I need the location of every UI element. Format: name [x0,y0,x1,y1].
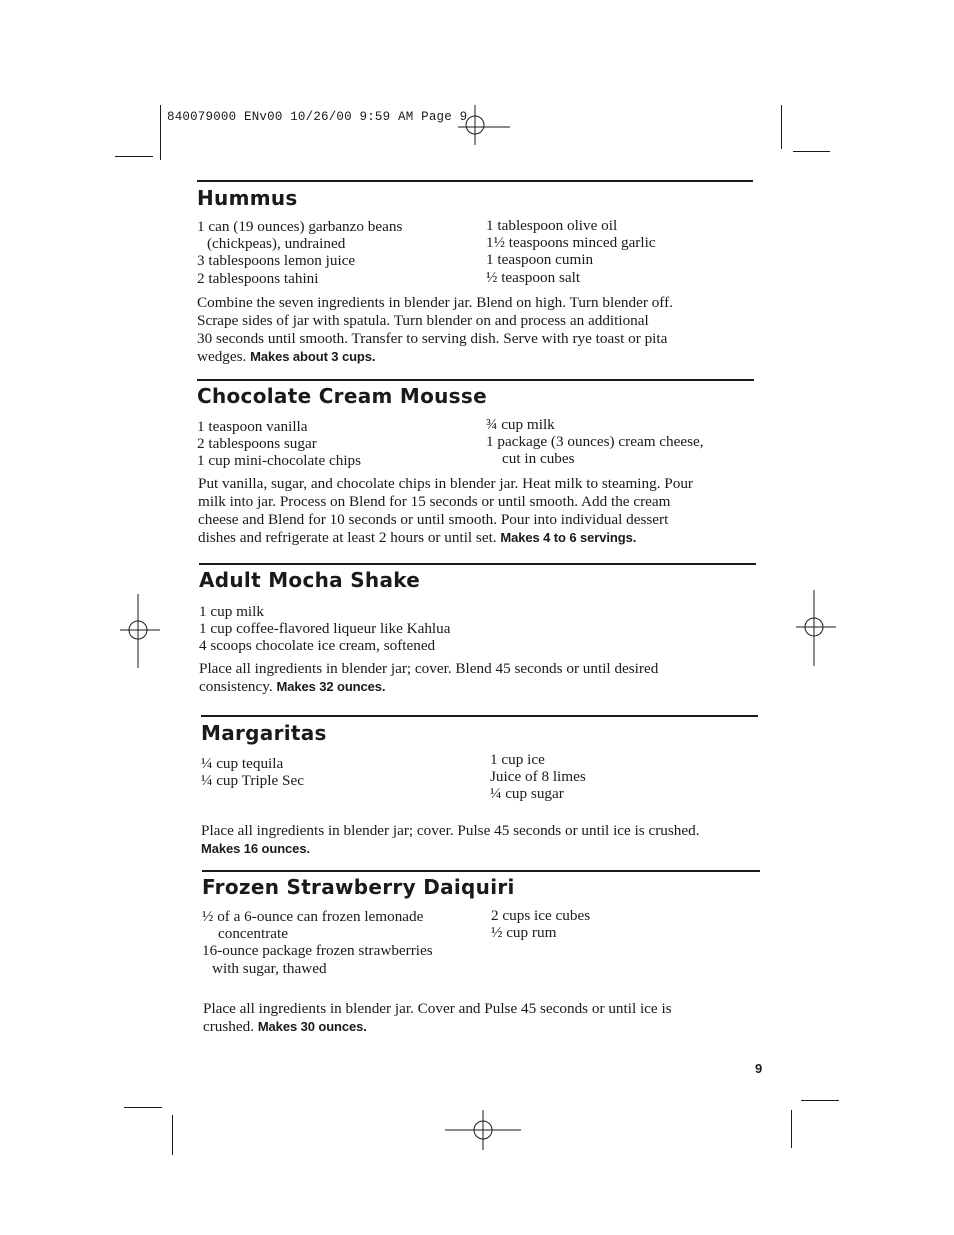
registration-mark-top-icon [440,103,515,145]
ingredients-right [486,416,704,468]
ingredient: 2 tablespoons tahini [197,269,319,287]
direction-line: Scrape sides of jar with spatula. Turn blender on and process an additional [197,312,649,329]
direction-line: Combine the seven ingredients in blender jar. Blend on high. Turn blender off. [197,294,673,311]
direction-line: 30 seconds until smooth. Transfer to serving dish. Serve with rye toast or pita [197,330,668,347]
recipe-directions [199,660,658,696]
ingredients-right [491,907,590,941]
direction-line: Place all ingredients in blender jar; cover. Pulse 45 seconds or until ice is crushed. [201,822,700,839]
ingredient: ¾ cup milk [486,416,555,433]
direction-line: Place all ingredients in blender jar. Cover and Pulse 45 seconds or until ice is [203,1000,672,1017]
section-rule [201,715,758,717]
print-slug: 840079000 ENv00 10/26/00 9:59 AM Page 9 [167,110,468,124]
ingredient: ¼ cup tequila [201,755,284,772]
section-rule [197,379,754,381]
ingredient: 1 cup mini-chocolate chips [197,452,362,470]
recipe-title: Chocolate Cream Mousse [197,384,487,408]
ingredient: 1 cup milk [199,603,264,620]
ingredient: 16-ounce package frozen strawberries [202,942,433,960]
ingredient: 1 can (19 ounces) garbanzo beans [197,218,403,235]
recipe-directions [198,475,693,547]
ingredient: 1 teaspoon vanilla [197,418,308,435]
crop-mark-top-left-horizontal [115,156,153,157]
recipe-directions [197,294,673,366]
recipe-yield: Makes about 3 cups. [250,349,376,364]
recipe-title: Frozen Strawberry Daiquiri [202,875,515,899]
ingredient: 4 scoops chocolate ice cream, softened [199,637,436,655]
ingredients-right [490,751,586,803]
crop-mark-top-left-vertical [160,105,161,160]
ingredient: ¼ cup sugar [490,785,564,803]
ingredients-left [201,755,304,789]
ingredient: 1 teaspoon cumin [486,251,594,269]
ingredient: 1 cup coffee-flavored liqueur like Kahlua [199,620,451,638]
ingredient: ½ teaspoon salt [486,268,581,286]
ingredients-left [197,418,361,470]
ingredient: (chickpeas), undrained [207,235,346,253]
recipe-yield: Makes 4 to 6 servings. [500,530,637,545]
ingredients-right [486,217,656,286]
ingredient: with sugar, thawed [212,959,327,977]
ingredient: 1 tablespoon olive oil [486,217,618,234]
recipe-title: Hummus [197,186,298,210]
crop-mark-bottom-left-horizontal [124,1107,162,1108]
ingredient: 1 cup ice [490,751,545,768]
recipe-directions [203,1000,672,1036]
ingredient: 1 package (3 ounces) cream cheese, [486,433,704,451]
recipe-directions [201,822,700,858]
crop-mark-bottom-left-vertical [172,1115,173,1155]
crop-mark-top-right-vertical [781,105,782,149]
direction-line: Place all ingredients in blender jar; cover. Blend 45 seconds or until desired [199,660,659,677]
recipe-yield: Makes 16 ounces. [201,841,310,856]
crop-mark-bottom-right-horizontal [801,1100,839,1101]
ingredient: ¼ cup Triple Sec [201,772,304,790]
ingredient: 2 cups ice cubes [491,907,591,924]
ingredient: cut in cubes [502,450,575,468]
page-number: 9 [755,1061,763,1076]
crop-mark-top-right-horizontal [793,151,830,152]
direction-line: consistency. [199,678,273,695]
recipe-yield: Makes 32 ounces. [276,679,386,694]
registration-mark-bottom-icon [443,1110,523,1152]
section-rule [202,870,760,872]
recipe-title: Margaritas [201,721,327,745]
ingredient: 2 tablespoons sugar [197,435,317,453]
registration-mark-left-icon [118,594,162,668]
ingredients-left [199,603,450,655]
direction-line: crushed. [203,1018,255,1035]
ingredients-left [197,218,402,287]
ingredient: 3 tablespoons lemon juice [197,252,356,270]
section-rule [199,563,756,565]
ingredient: Juice of 8 limes [490,768,586,786]
ingredient: ½ cup rum [491,924,557,942]
section-rule [197,180,753,182]
direction-line: Put vanilla, sugar, and chocolate chips in blender jar. Heat milk to steaming. Pour [198,475,693,492]
registration-mark-right-icon [794,590,838,666]
ingredient: concentrate [218,925,288,943]
direction-line: dishes and refrigerate at least 2 hours or until set. [198,529,497,546]
ingredient: 1½ teaspoons minced garlic [486,234,656,252]
direction-line: cheese and Blend for 10 seconds or until smooth. Pour into individual dessert [198,511,669,528]
recipe-title: Adult Mocha Shake [199,568,421,592]
ingredients-left [202,908,433,977]
recipe-yield: Makes 30 ounces. [257,1019,367,1034]
crop-mark-bottom-right-vertical [791,1110,792,1148]
direction-line: milk into jar. Process on Blend for 15 seconds or until smooth. Add the cream [198,493,671,510]
ingredient: ½ of a 6-ounce can frozen lemonade [202,908,424,925]
direction-line: wedges. [197,348,247,365]
